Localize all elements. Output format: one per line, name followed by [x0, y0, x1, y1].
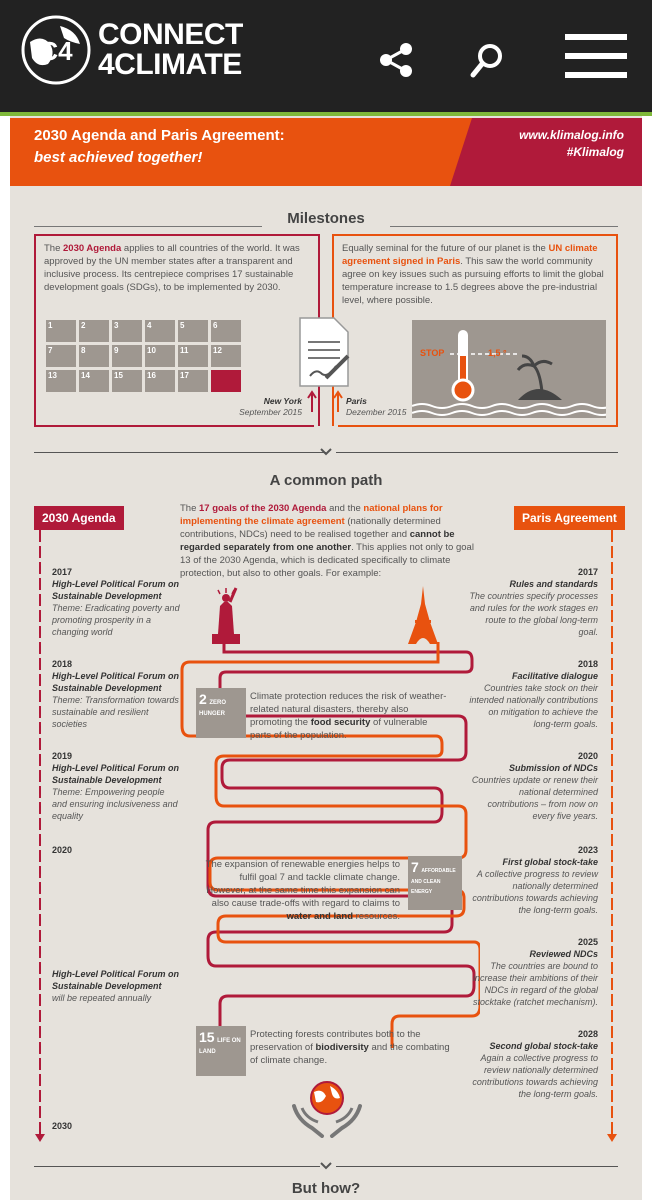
agenda-event-year: 2017 [52, 567, 73, 577]
sdg-goal-tile: 10 [145, 345, 175, 367]
divider [336, 452, 618, 453]
paris-event-text: The countries specify processes and rules for the work stages en route to the global long-term goal. [469, 591, 598, 637]
agenda-milestone-text: The 2030 Agenda applies to all countries of the world. It was approved by the UN member states after a transparent and inclusive process. Its centrepiece comprises 17 sustainable development goals (SDGs), to be implemented by 2030. [44, 243, 300, 293]
paris-event [468, 936, 598, 1008]
eiffel-tower-icon [406, 584, 440, 644]
common-path-road [180, 586, 480, 1086]
banner-title: 2030 Agenda and Paris Agreement: [34, 127, 285, 144]
agenda-2030-tag: 2030 Agenda [34, 506, 124, 530]
paris-event-text: Again a collective progress to review nationally determined contributions towards achieving the long-term goals. [472, 1053, 598, 1099]
paris-event-name: Facilitative dialogue [511, 671, 598, 681]
agenda-timeline-line [32, 530, 48, 1146]
paris-milestone-text: Equally seminal for the future of our planet is the UN climate agreement signed in Paris. This saw the world community agree on key issues such as pursuing efforts to limit the global temperature increase to 1.5 degrees above the pre-industrial level, where possible. [342, 243, 604, 306]
sdg-goal-tile: 3 [112, 320, 142, 342]
agenda-event-text: will be repeated annually [52, 993, 152, 1003]
paris-event [468, 844, 598, 916]
connect4climate-globe-logo[interactable] [20, 14, 92, 86]
stop-label: STOP [420, 348, 445, 358]
search-icon[interactable] [468, 40, 508, 80]
agenda-event-name: High-Level Political Forum on Sustainable Development [52, 969, 180, 991]
banner-url[interactable]: www.klimalog.info [519, 128, 624, 142]
paris-event-text: The countries are bound to increase their ambitions of their NDCs in regard of the global stocktake (ratchet mechanism). [472, 961, 598, 1007]
signed-document-icon [296, 316, 352, 388]
paris-timeline-line [604, 530, 620, 1146]
sdg-15-life-on-land-icon: 15 LIFE ON LAND [196, 1026, 246, 1076]
paris-box-bottom [338, 425, 618, 427]
paris-event-text: A collective progress to review nationally determined contributions towards achieving the long-term goals. [472, 869, 598, 915]
agenda-event-year: 2030 [52, 1121, 73, 1131]
divider [336, 1166, 618, 1167]
sdg-goal-tile: 16 [145, 370, 175, 392]
new-york-label: New York September 2015 [239, 396, 302, 417]
sdg-goal-tile: 12 [211, 345, 241, 367]
agenda-event [52, 968, 182, 1004]
sdg-7-clean-energy-icon: 7 AFFORDABLE AND CLEAN ENERGY [408, 856, 462, 910]
milestones-heading: Milestones [287, 210, 365, 227]
paris-event-year: 2017 [577, 567, 598, 577]
banner-subtitle: best achieved together! [34, 149, 203, 166]
sdg-goal-tile: 5 [178, 320, 208, 342]
divider [34, 1166, 320, 1167]
brand-line-2: 4CLIMATE [98, 48, 242, 81]
note-renewable-energy: The expansion of renewable energies helps to fulfil goal 7 and tackle climate change. However, at the same time this expansion can also cause trade-offs with regard to claims to water and land resources. [205, 859, 400, 922]
note-food-security: Climate protection reduces the risk of weather-related natural disasters, thereby also promoting the food security of vulnerable parts of the population. [250, 691, 447, 741]
chevron-down-icon [318, 1159, 334, 1173]
sdg-goal-tile: 8 [79, 345, 109, 367]
sdg-goal-tile: 15 [112, 370, 142, 392]
temperature-stop-illustration [412, 320, 606, 418]
sdg-global-goals-logo [211, 370, 241, 392]
agenda-event [52, 844, 182, 856]
agenda-event-year: 2018 [52, 659, 73, 669]
agenda-event-text: Theme: Transformation towards sustainable and resilient societies [52, 695, 179, 729]
agenda-event-year: 2019 [52, 751, 73, 761]
agenda-event [52, 566, 182, 638]
but-how-heading: But how? [291, 1180, 361, 1197]
agenda-event-text: Theme: Empowering people and ensuring inclusiveness and equality [52, 787, 178, 821]
sdg-goal-tile: 2 [79, 320, 109, 342]
sdg-2-zero-hunger-icon: 2 ZERO HUNGER [196, 688, 246, 738]
paris-event-name: First global stock-take [502, 857, 598, 867]
divider [390, 226, 618, 227]
banner-hashtag[interactable]: #Klimalog [566, 145, 624, 159]
sdg-goal-tile: 17 [178, 370, 208, 392]
paris-event-year: 2023 [577, 845, 598, 855]
paris-label: Paris Dezember 2015 [346, 396, 407, 417]
share-icon[interactable] [376, 40, 416, 80]
agenda-event-name: High-Level Political Forum on Sustainable Development [52, 763, 180, 785]
paris-event-text: Countries update or renew their national determined contributions – from now on every five years. [471, 775, 598, 821]
sdg-goal-tile: 9 [112, 345, 142, 367]
top-navigation-bar [0, 0, 652, 112]
agenda-event-text: Theme: Eradicating poverty and promoting prosperity in a changing world [52, 603, 180, 637]
svg-text:C4: C4 [39, 36, 73, 66]
sdg-goal-tile: 1 [46, 320, 76, 342]
infographic [10, 116, 642, 1200]
paris-event-year: 2020 [577, 751, 598, 761]
brand-line-1: CONNECT [98, 18, 243, 51]
paris-event-name: Rules and standards [509, 579, 598, 589]
sdg-goal-tile: 11 [178, 345, 208, 367]
agenda-event [52, 750, 182, 822]
hands-holding-globe-icon [292, 1078, 362, 1138]
divider [34, 452, 326, 453]
infographic-banner [10, 118, 642, 186]
paris-event-text: Countries take stock on their intended nationally contributions on mitigation to achieve the long-term goals. [469, 683, 598, 729]
agenda-event-name: High-Level Political Forum on Sustainable Development [52, 579, 180, 601]
agenda-event-year: 2020 [52, 845, 73, 855]
paris-event-year: 2018 [577, 659, 598, 669]
agenda-event-name: High-Level Political Forum on Sustainable Development [52, 671, 180, 693]
agenda-box-bottom [34, 425, 314, 427]
paris-event-year: 2025 [577, 937, 598, 947]
hamburger-menu-icon[interactable] [565, 34, 627, 78]
paris-agreement-tag: Paris Agreement [514, 506, 625, 530]
divider [34, 226, 262, 227]
common-path-heading: A common path [269, 472, 383, 489]
agenda-event [52, 658, 182, 730]
paris-event [468, 566, 598, 638]
sdg-goal-tile: 14 [79, 370, 109, 392]
sdg-goal-tile: 4 [145, 320, 175, 342]
paris-event-name: Second global stock-take [489, 1041, 598, 1051]
sdg-goal-tile: 7 [46, 345, 76, 367]
arrows-up-icon [306, 388, 346, 412]
sdg-goal-tile: 6 [211, 320, 241, 342]
chevron-down-icon [318, 445, 334, 459]
temperature-limit-label: 1,5 ° [488, 348, 507, 358]
agenda-event [52, 1120, 182, 1132]
paris-event [468, 1028, 598, 1100]
paris-event [468, 750, 598, 822]
paris-event [468, 658, 598, 730]
paris-event-name: Reviewed NDCs [529, 949, 598, 959]
sdg-goal-tile: 13 [46, 370, 76, 392]
paris-event-name: Submission of NDCs [508, 763, 598, 773]
statue-of-liberty-icon [208, 584, 244, 644]
note-forest-protection: Protecting forests contributes both to the preservation of biodiversity and the combating of climate change. [250, 1029, 450, 1066]
common-path-intro: The 17 goals of the 2030 Agenda and the national plans for implementing the climate agreement (nationally determined contributions, NDCs) need to be realised together and cannot be regarded separately from one another. This applies not only to goal 13 of the 2030 Agenda, which is dedicated specifically to climate protection, but also to other goals. For example: [180, 503, 474, 579]
paris-event-year: 2028 [577, 1029, 598, 1039]
